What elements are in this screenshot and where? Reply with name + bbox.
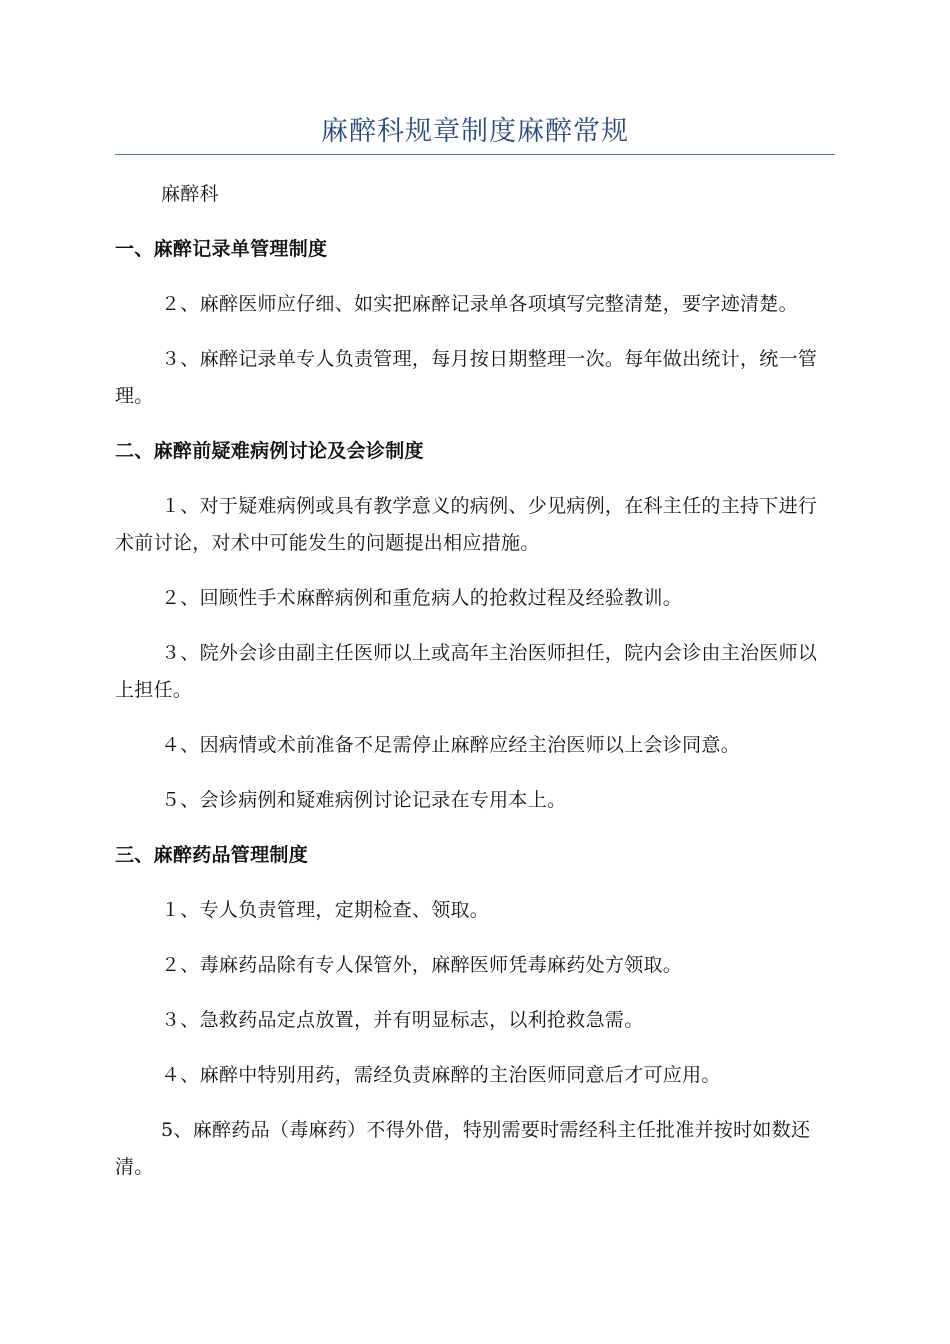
paragraph: ４、麻醉中特别用药，需经负责麻醉的主治医师同意后才可应用。 bbox=[161, 1064, 721, 1086]
paragraph: 5、麻醉药品（毒麻药）不得外借，特别需要时需经科主任批准并按时如数还清。 bbox=[115, 1119, 811, 1178]
paragraph: ５、会诊病例和疑难病例讨论记录在专用本上。 bbox=[161, 789, 567, 811]
paragraph: ２、毒麻药品除有专人保管外，麻醉医师凭毒麻药处方领取。 bbox=[161, 954, 683, 976]
document-body bbox=[115, 176, 835, 1186]
paragraph: ３、院外会诊由副主任医师以上或高年主治医师担任，院内会诊由主治医师以上担任。 bbox=[115, 642, 818, 701]
department-label: 麻醉科 bbox=[161, 183, 219, 205]
paragraph: ２、麻醉医师应仔细、如实把麻醉记录单各项填写完整清楚，要字迹清楚。 bbox=[161, 293, 798, 315]
page-title: 麻醉科规章制度麻醉常规 bbox=[321, 116, 629, 147]
section-heading-record-management: 一、麻醉记录单管理制度 bbox=[115, 238, 328, 260]
paragraph: ３、急救药品定点放置，并有明显标志，以利抢救急需。 bbox=[161, 1009, 644, 1031]
paragraph: ３、麻醉记录单专人负责管理，每月按日期整理一次。每年做出统计，统一管理。 bbox=[115, 348, 818, 407]
section-heading-drug-management: 三、麻醉药品管理制度 bbox=[115, 844, 309, 866]
title-underline bbox=[115, 154, 835, 155]
paragraph: １、专人负责管理，定期检查、领取。 bbox=[161, 899, 490, 921]
paragraph: ２、回顾性手术麻醉病例和重危病人的抢救过程及经验教训。 bbox=[161, 587, 683, 609]
paragraph: ４、因病情或术前准备不足需停止麻醉应经主治医师以上会诊同意。 bbox=[161, 734, 741, 756]
section-heading-consultation: 二、麻醉前疑难病例讨论及会诊制度 bbox=[115, 440, 424, 462]
paragraph: １、对于疑难病例或具有教学意义的病例、少见病例，在科主任的主持下进行术前讨论，对术中可能发生的问题提出相应措施。 bbox=[115, 495, 818, 554]
